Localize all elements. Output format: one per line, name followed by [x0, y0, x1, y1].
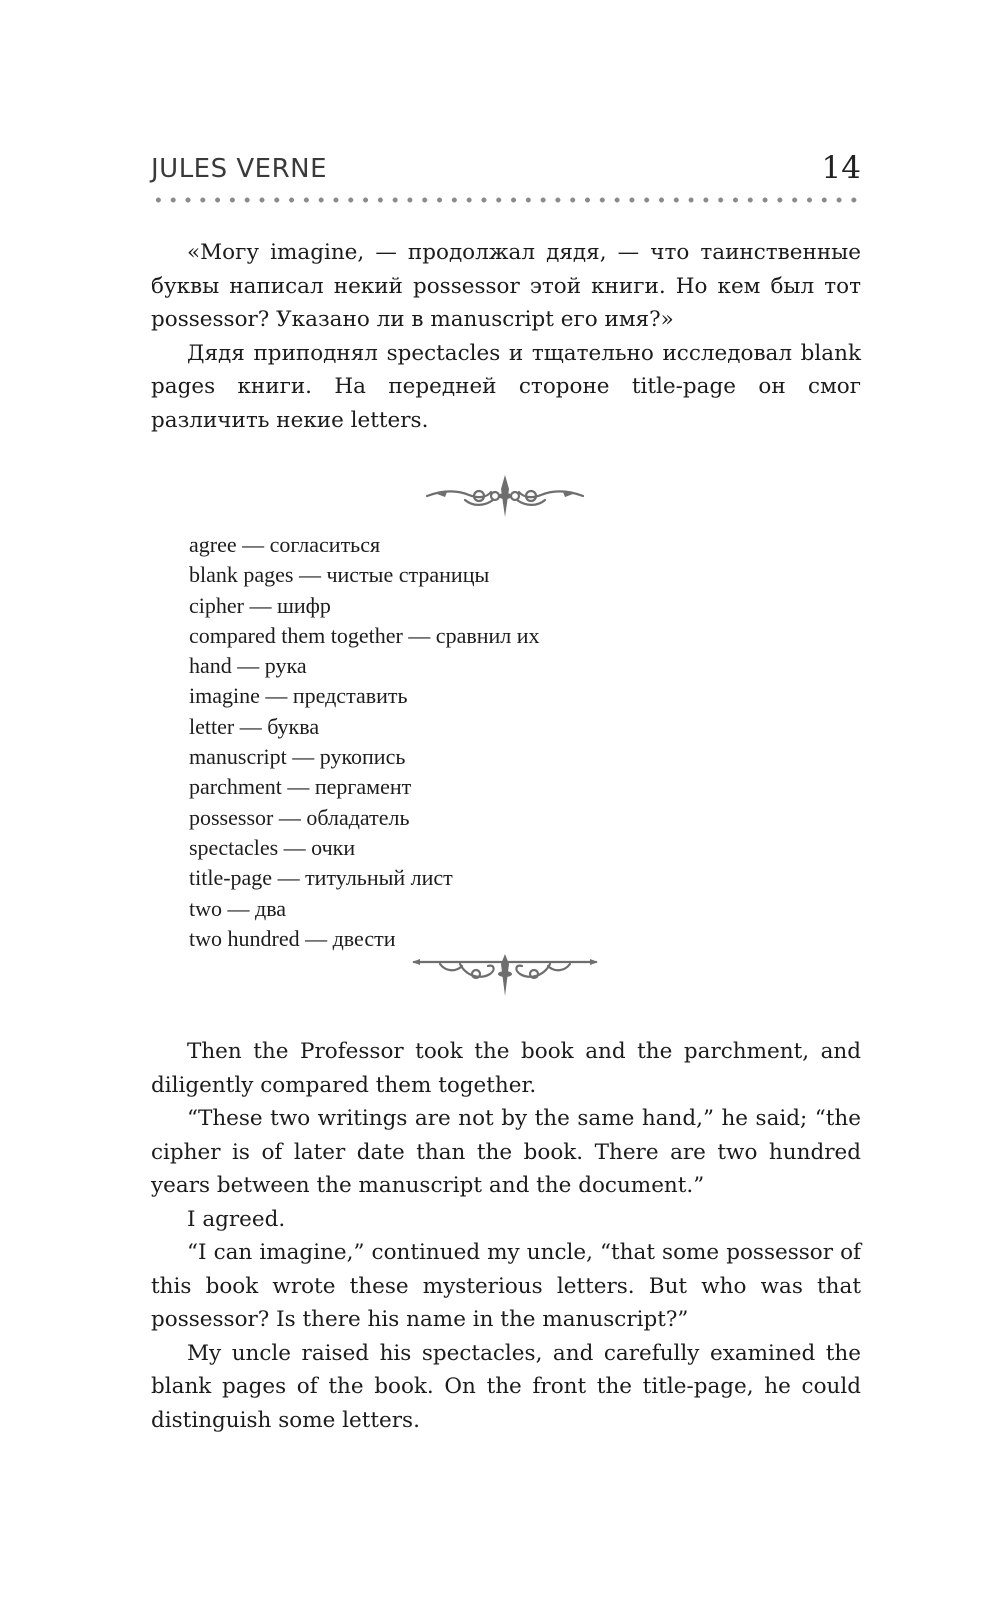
vocab-entry: imagine — представить — [189, 683, 408, 709]
russian-text — [151, 236, 861, 437]
vocab-entry: spectacles — очки — [189, 834, 356, 860]
paragraph: I agreed. — [187, 1206, 286, 1232]
running-head-author: JULES VERNE — [151, 154, 328, 184]
paragraph: Дядя приподнял spectacles и тщательно исследовал blank pages книги. На передней стороне title-page он смог различить некие letters. — [151, 340, 861, 433]
paragraph: «Могу imagine, — продолжал дядя, — что таинственные буквы написал некий possessor этой книги. Но кем был тот possessor? Указано ли в manuscript его имя?» — [151, 240, 861, 332]
ornament-bottom-icon — [410, 950, 600, 1000]
vocab-entry: title-page — титульный лист — [189, 865, 453, 891]
english-text — [151, 1035, 861, 1437]
vocab-entry: letter — буква — [189, 713, 320, 739]
paragraph: Then the Professor took the book and the parchment, and diligently compared them together. — [151, 1039, 861, 1098]
running-header — [151, 150, 861, 190]
vocab-entry: hand — рука — [189, 653, 307, 679]
vocab-entry: compared them together — сравнил их — [189, 622, 540, 648]
vocab-entry: cipher — шифр — [189, 592, 331, 618]
paragraph: “I can imagine,” continued my uncle, “that some possessor of this book wrote these mysterious letters. But who was that possessor? Is there his name in the manuscript?” — [151, 1240, 861, 1332]
vocab-entry: possessor — обладатель — [189, 804, 410, 830]
paragraph: “These two writings are not by the same hand,” he said; “the cipher is of later date than the book. There are two hundred years between the manuscript and the document.” — [151, 1106, 861, 1198]
vocabulary-list — [189, 530, 540, 954]
vocab-entry: agree — согласиться — [189, 532, 381, 557]
paragraph: My uncle raised his spectacles, and carefully examined the blank pages of the book. On the front the title-page, he could distinguish some letters. — [151, 1340, 861, 1433]
vocab-entry: parchment — пергамент — [189, 774, 412, 800]
vocab-entry: two — два — [189, 895, 287, 921]
vocab-entry: two hundred — двести — [189, 925, 396, 951]
page-number: 14 — [821, 150, 861, 186]
vocab-entry: blank pages — чистые страницы — [189, 562, 490, 588]
vocab-entry: manuscript — рукопись — [189, 744, 406, 770]
ornament-top-icon — [425, 473, 585, 519]
dotted-rule — [151, 196, 861, 204]
